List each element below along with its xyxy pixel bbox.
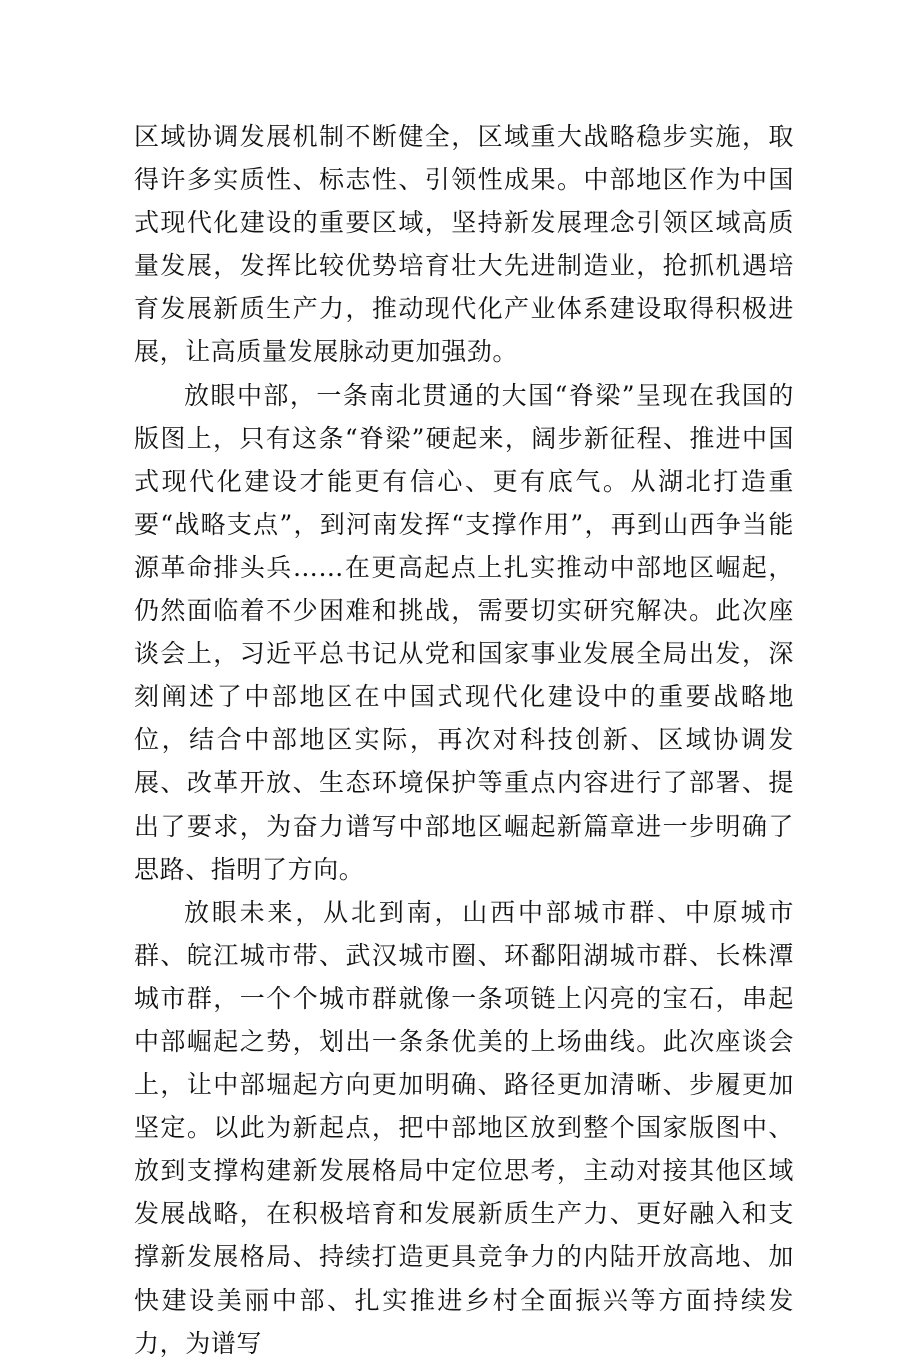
paragraph-2: 放眼中部，一条南北贯通的大国“脊梁”呈现在我国的版图上，只有这条“脊梁”硬起来，阔步新征程、推进中国式现代化建设才能更有信心、更有底气。从湖北打造重要“战略支点”，到河南发挥“支撑作用”，再到山西争当能源革命排头兵……在更高起点上扎实推动中部地区崛起，仍然面临着不少困难和挑战，需要切实研究解决。此次座谈会上，习近平总书记从党和国家事业发展全局出发，深刻阐述了中部地区在中国式现代化建设中的重要战略地位，结合中部地区实际，再次对科技创新、区域协调发展、改革开放、生态环境保护等重点内容进行了部署、提出了要求，为奋力谱写中部地区崛起新篇章进一步明确了思路、指明了方向。 bbox=[134, 380, 794, 884]
paragraph-1: 区域协调发展机制不断健全，区域重大战略稳步实施，取得许多实质性、标志性、引领性成果。中部地区作为中国式现代化建设的重要区域，坚持新发展理念引领区域高质量发展，发挥比较优势培育壮大先进制造业，抢抓机遇培育发展新质生产力，推动现代化产业体系建设取得积极进展，让高质量发展脉动更加强劲。 bbox=[134, 122, 794, 367]
document-body bbox=[134, 115, 794, 1365]
paragraph-3: 放眼未来，从北到南，山西中部城市群、中原城市群、皖江城市带、武汉城市圈、环鄱阳湖城市群、长株潭城市群，一个个城市群就像一条项链上闪亮的宝石，串起中部崛起之势，划出一条条优美的上场曲线。此次座谈会上，让中部堀起方向更加明确、路径更加清晰、步履更加坚定。以此为新起点，把中部地区放到整个国家版图中、放到支撑构建新发展格局中定位思考，主动对接其他区域发展战略，在积极培育和发展新质生产力、更好融入和支撑新发展格局、持续打造更具竞争力的内陆开放高地、加快建设美丽中部、扎实推进乡村全面振兴等方面持续发力，为谱写 bbox=[134, 897, 794, 1358]
